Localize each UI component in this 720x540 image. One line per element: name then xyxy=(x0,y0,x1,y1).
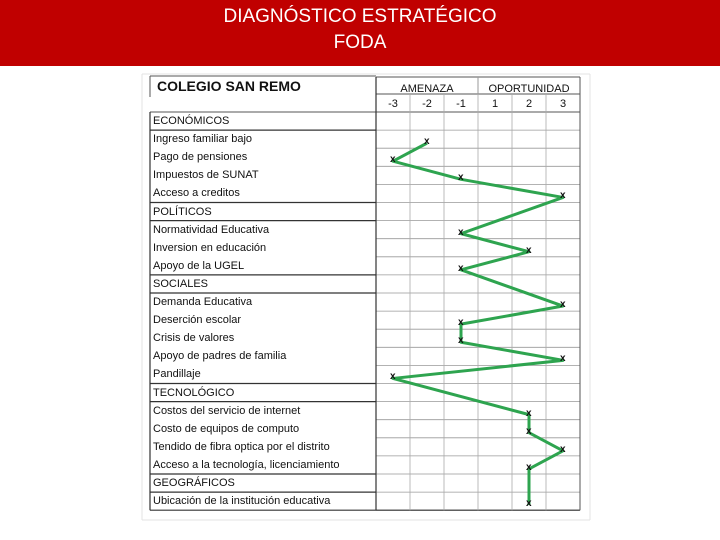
score-mark: x xyxy=(390,371,396,383)
score-mark: x xyxy=(526,407,532,419)
score-mark: x xyxy=(458,226,464,238)
score-mark: x xyxy=(458,317,464,329)
score-mark: x xyxy=(526,244,532,256)
scale-label: -2 xyxy=(422,98,432,110)
scale-label: 1 xyxy=(491,98,499,110)
factor-label: Demanda Educativa xyxy=(153,296,253,308)
factor-label: Apoyo de la UGEL xyxy=(153,259,245,272)
score-mark: x xyxy=(458,335,464,347)
factor-label: Costo de equipos de computo xyxy=(153,422,300,435)
factor-label: Crisis de valores xyxy=(153,332,235,345)
factor-label: Ubicación de la institución educativa xyxy=(153,495,331,508)
score-mark: x xyxy=(560,190,566,202)
factor-label: Deserción escolar xyxy=(153,314,242,327)
scale-label: -1 xyxy=(456,98,466,110)
factor-label: Impuestos de SUNAT xyxy=(153,169,259,182)
factor-label: Ingreso familiar bajo xyxy=(153,133,253,146)
factor-label: Inversion en educación xyxy=(153,241,267,254)
category-label: POLÍTICOS xyxy=(153,205,212,218)
scale-label: 2 xyxy=(525,98,533,110)
factor-label: Acceso a creditos xyxy=(153,187,240,200)
opportunity-header: OPORTUNIDAD xyxy=(488,83,570,95)
factor-label: Costos del servicio de internet xyxy=(153,404,301,417)
scale-label: -3 xyxy=(388,98,398,110)
factor-label: Apoyo de padres de familia xyxy=(153,350,287,363)
category-label: GEOGRÁFICOS xyxy=(153,477,235,489)
score-mark: x xyxy=(560,443,566,455)
score-mark: x xyxy=(458,172,464,184)
score-mark: x xyxy=(526,498,532,510)
score-mark: x xyxy=(560,299,566,311)
factor-label: Pago de pensiones xyxy=(153,151,248,164)
score-mark: x xyxy=(424,136,430,148)
category-label: SOCIALES xyxy=(153,277,209,290)
threat-header: AMENAZA xyxy=(400,83,454,95)
category-label: TECNOLÓGICO xyxy=(153,386,235,399)
score-mark: x xyxy=(458,262,464,274)
title-line-2: FODA xyxy=(333,32,387,53)
score-mark: x xyxy=(526,425,532,437)
category-label: ECONÓMICOS xyxy=(153,115,230,127)
score-mark: x xyxy=(560,353,566,365)
school-name: COLEGIO SAN REMO xyxy=(157,78,301,94)
title-line-1: DIAGNÓSTICO ESTRATÉGICO xyxy=(223,6,497,27)
factor-label: Acceso a la tecnología, licenciamiento xyxy=(153,458,340,471)
score-mark: x xyxy=(390,154,396,166)
factor-label: Tendido de fibra optica por el distrito xyxy=(153,440,330,453)
scale-label: 3 xyxy=(559,98,567,110)
factor-label: Pandillaje xyxy=(153,368,201,381)
score-mark: x xyxy=(526,461,532,473)
factor-label: Normatividad Educativa xyxy=(153,223,270,236)
